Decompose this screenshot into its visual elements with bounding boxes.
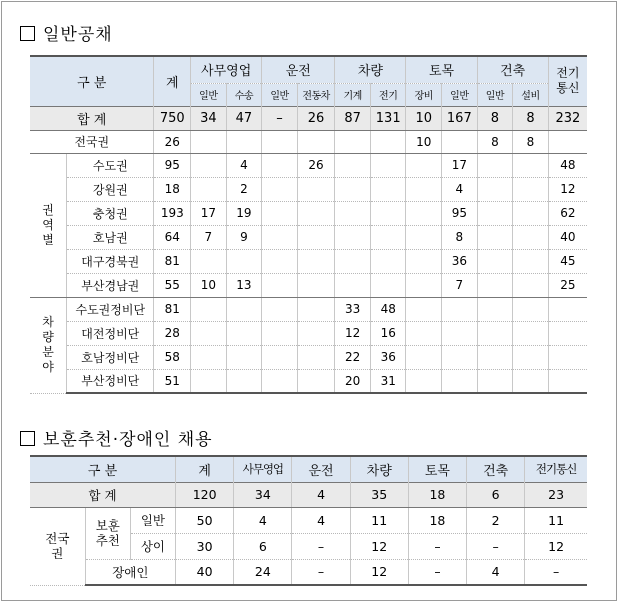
bohun-value: 12: [525, 533, 587, 559]
total-value: 750: [154, 106, 191, 130]
header-sub-6: 장비: [406, 83, 442, 106]
region-value: 40: [548, 225, 587, 249]
region-label: 강원권: [67, 177, 154, 201]
vehicle-row: [30, 345, 587, 369]
general-recruitment-table: [30, 55, 587, 394]
region-value: 17: [191, 201, 227, 225]
nation-value: 10: [406, 130, 442, 153]
bohun-value: 4: [234, 507, 292, 533]
total-value: 131: [370, 106, 406, 130]
disabled-row: [30, 559, 587, 585]
region-value: [406, 225, 442, 249]
vehicle-value: [548, 369, 587, 393]
nation-value: [262, 130, 298, 153]
vehicle-label: 수도권정비단: [67, 297, 154, 321]
bohun-row: [30, 507, 587, 533]
vehicle-value: [226, 345, 262, 369]
total-row: [30, 482, 587, 507]
region-value: [262, 273, 298, 297]
header-group-2: 차량: [335, 56, 406, 83]
bohun-value: 12: [350, 533, 408, 559]
region-value: [297, 225, 335, 249]
region-value: [406, 273, 442, 297]
region-row: [30, 249, 587, 273]
region-value: [335, 201, 371, 225]
vehicle-value: 33: [335, 297, 371, 321]
region-value: 26: [297, 153, 335, 177]
vehicle-value: 58: [154, 345, 191, 369]
vehicle-value: 20: [335, 369, 371, 393]
region-value: [406, 177, 442, 201]
vehicle-label: 대전정비단: [67, 321, 154, 345]
region-value: 17: [442, 153, 478, 177]
disabled-value: –: [408, 559, 466, 585]
vehicle-row: [30, 297, 587, 321]
vehicle-group-label: 차 량 분 야: [30, 297, 67, 393]
header-sub-2: 일반: [262, 83, 298, 106]
vehicle-value: 48: [370, 297, 406, 321]
header-sub-3: 전동차: [297, 83, 335, 106]
vehicle-value: 81: [154, 297, 191, 321]
vehicle-row: [30, 369, 587, 393]
header-total-label: 계: [154, 56, 191, 106]
header-group-label: 구 분: [30, 56, 154, 106]
header-sub-4: 기계: [335, 83, 371, 106]
vehicle-value: [297, 369, 335, 393]
region-value: [226, 249, 262, 273]
region-value: [477, 273, 513, 297]
header-col-6: 전기통신: [525, 456, 587, 482]
header-sub-8: 일반: [477, 83, 513, 106]
nation-value: [297, 130, 335, 153]
total-label: 합 계: [30, 482, 176, 507]
total-value: 8: [477, 106, 513, 130]
region-label: 충청권: [67, 201, 154, 225]
disabled-value: –: [292, 559, 350, 585]
disabled-value: 12: [350, 559, 408, 585]
region-value: [370, 249, 406, 273]
header-sub-5: 전기: [370, 83, 406, 106]
total-value: 23: [525, 482, 587, 507]
region-value: 64: [154, 225, 191, 249]
region-value: [370, 201, 406, 225]
vehicle-value: [513, 321, 549, 345]
vehicle-value: [226, 321, 262, 345]
nation-value: [442, 130, 478, 153]
region-label: 호남권: [67, 225, 154, 249]
header-sub-7: 일반: [442, 83, 478, 106]
vehicle-value: [477, 345, 513, 369]
vehicle-value: [297, 321, 335, 345]
bohun-value: 6: [234, 533, 292, 559]
total-value: 34: [234, 482, 292, 507]
region-value: [370, 225, 406, 249]
nation-label: 전국권: [30, 130, 154, 153]
bohun-sub-label: 일반: [130, 507, 175, 533]
header-sub-9: 설비: [513, 83, 549, 106]
region-value: 55: [154, 273, 191, 297]
region-value: [297, 249, 335, 273]
header-col-4: 토목: [408, 456, 466, 482]
region-value: 25: [548, 273, 587, 297]
region-row: [30, 177, 587, 201]
vehicle-value: 28: [154, 321, 191, 345]
region-value: 12: [548, 177, 587, 201]
vehicle-value: 16: [370, 321, 406, 345]
region-value: 95: [442, 201, 478, 225]
region-value: [513, 249, 549, 273]
vehicle-value: [297, 345, 335, 369]
vehicle-value: [406, 321, 442, 345]
total-value: 87: [335, 106, 371, 130]
region-row: [30, 225, 587, 249]
region-value: [191, 249, 227, 273]
region-value: [335, 249, 371, 273]
header-group-0: 사무영업: [191, 56, 262, 83]
vehicle-value: [513, 345, 549, 369]
vehicle-label: 호남정비단: [67, 345, 154, 369]
total-value: 167: [442, 106, 478, 130]
region-value: 48: [548, 153, 587, 177]
section1-title: [20, 20, 113, 45]
region-value: 45: [548, 249, 587, 273]
region-value: 4: [226, 153, 262, 177]
header-group-4: 건축: [477, 56, 548, 83]
vehicle-value: 51: [154, 369, 191, 393]
header-col-0: 계: [176, 456, 234, 482]
region-group-label: 권 역 별: [30, 153, 67, 297]
total-value: 232: [548, 106, 587, 130]
region-value: [191, 177, 227, 201]
vehicle-value: [548, 345, 587, 369]
region-value: 19: [226, 201, 262, 225]
header-col-5: 건축: [467, 456, 525, 482]
veteran-disabled-table: [30, 455, 587, 586]
region-value: [335, 177, 371, 201]
vehicle-value: [406, 369, 442, 393]
region-value: 4: [442, 177, 478, 201]
vehicle-value: [191, 345, 227, 369]
vehicle-value: [191, 321, 227, 345]
region-value: [370, 153, 406, 177]
header-group-label: 구 분: [30, 456, 176, 482]
vehicle-value: [191, 369, 227, 393]
total-row: [30, 106, 587, 130]
total-value: 47: [226, 106, 262, 130]
disabled-value: –: [525, 559, 587, 585]
header-row: [30, 456, 587, 482]
region-value: [477, 249, 513, 273]
section2-title-text: 보훈추천·장애인 채용: [43, 430, 213, 450]
vehicle-value: [477, 297, 513, 321]
header-col-1: 사무영업: [234, 456, 292, 482]
bohun-label: 보훈 추천: [85, 507, 130, 559]
bohun-value: 4: [292, 507, 350, 533]
nation-row: [30, 130, 587, 153]
section2-title: [20, 425, 213, 450]
total-value: 35: [350, 482, 408, 507]
nation-label: 전국 권: [30, 507, 85, 585]
vehicle-value: [477, 321, 513, 345]
total-value: 8: [513, 106, 549, 130]
region-value: [513, 177, 549, 201]
header-group-1: 운전: [262, 56, 335, 83]
vehicle-value: [513, 369, 549, 393]
vehicle-value: [513, 297, 549, 321]
vehicle-value: [442, 297, 478, 321]
checkbox-square-icon: [20, 431, 35, 446]
total-value: 6: [467, 482, 525, 507]
disabled-label: 장애인: [85, 559, 175, 585]
nation-value: 26: [154, 130, 191, 153]
vehicle-value: [477, 369, 513, 393]
region-value: [513, 201, 549, 225]
vehicle-value: [262, 369, 298, 393]
bohun-value: 11: [350, 507, 408, 533]
total-value: 4: [292, 482, 350, 507]
vehicle-value: [406, 345, 442, 369]
vehicle-value: [262, 297, 298, 321]
vehicle-value: 31: [370, 369, 406, 393]
header-group-3: 토목: [406, 56, 477, 83]
region-value: 18: [154, 177, 191, 201]
region-value: [335, 153, 371, 177]
region-value: [297, 201, 335, 225]
vehicle-value: [297, 297, 335, 321]
region-value: [262, 177, 298, 201]
region-value: [513, 273, 549, 297]
total-value: 10: [406, 106, 442, 130]
bohun-value: 30: [176, 533, 234, 559]
region-value: [477, 201, 513, 225]
bohun-value: –: [467, 533, 525, 559]
region-value: 7: [442, 273, 478, 297]
region-value: 10: [191, 273, 227, 297]
total-value: 34: [191, 106, 227, 130]
header-col-2: 운전: [292, 456, 350, 482]
bohun-value: –: [408, 533, 466, 559]
total-label: 합 계: [30, 106, 154, 130]
checkbox-square-icon: [20, 26, 35, 41]
total-value: 120: [176, 482, 234, 507]
bohun-value: 2: [467, 507, 525, 533]
region-value: 81: [154, 249, 191, 273]
region-value: 95: [154, 153, 191, 177]
region-value: [513, 225, 549, 249]
region-value: 62: [548, 201, 587, 225]
nation-value: 8: [513, 130, 549, 153]
section1-title-text: 일반공채: [43, 25, 113, 45]
region-value: 13: [226, 273, 262, 297]
region-value: [477, 225, 513, 249]
region-value: [297, 273, 335, 297]
region-value: [477, 177, 513, 201]
vehicle-value: 12: [335, 321, 371, 345]
total-value: –: [262, 106, 298, 130]
vehicle-value: [262, 345, 298, 369]
vehicle-value: [406, 297, 442, 321]
nation-value: 8: [477, 130, 513, 153]
region-value: [513, 153, 549, 177]
disabled-value: 4: [467, 559, 525, 585]
region-value: [370, 273, 406, 297]
region-row: [30, 201, 587, 225]
vehicle-value: [226, 297, 262, 321]
region-value: [370, 177, 406, 201]
bohun-value: 50: [176, 507, 234, 533]
region-value: [262, 201, 298, 225]
header-row: [30, 56, 587, 83]
vehicle-value: 22: [335, 345, 371, 369]
disabled-value: 40: [176, 559, 234, 585]
total-value: 18: [408, 482, 466, 507]
region-value: [262, 153, 298, 177]
vehicle-value: [442, 345, 478, 369]
region-row: [30, 273, 587, 297]
region-value: [297, 177, 335, 201]
vehicle-label: 부산정비단: [67, 369, 154, 393]
bohun-value: –: [292, 533, 350, 559]
region-value: [191, 153, 227, 177]
vehicle-value: [548, 297, 587, 321]
disabled-value: 24: [234, 559, 292, 585]
region-label: 수도권: [67, 153, 154, 177]
vehicle-value: [548, 321, 587, 345]
region-value: [262, 249, 298, 273]
vehicle-value: 36: [370, 345, 406, 369]
region-label: 부산경남권: [67, 273, 154, 297]
region-value: 8: [442, 225, 478, 249]
region-row: [30, 153, 587, 177]
region-value: [335, 273, 371, 297]
nation-value: [226, 130, 262, 153]
vehicle-value: [442, 369, 478, 393]
nation-value: [191, 130, 227, 153]
region-value: 36: [442, 249, 478, 273]
region-value: [406, 153, 442, 177]
header-col-3: 차량: [350, 456, 408, 482]
vehicle-value: [226, 369, 262, 393]
region-value: 9: [226, 225, 262, 249]
header-group-telecom: 전기 통신: [548, 56, 587, 106]
bohun-sub-label: 상이: [130, 533, 175, 559]
total-value: 26: [297, 106, 335, 130]
region-value: [406, 249, 442, 273]
region-value: [406, 201, 442, 225]
nation-value: [335, 130, 371, 153]
header-sub-0: 일반: [191, 83, 227, 106]
vehicle-value: [191, 297, 227, 321]
region-value: 193: [154, 201, 191, 225]
region-label: 대구경북권: [67, 249, 154, 273]
bohun-value: 11: [525, 507, 587, 533]
region-value: 2: [226, 177, 262, 201]
region-value: [335, 225, 371, 249]
nation-value: [370, 130, 406, 153]
region-value: 7: [191, 225, 227, 249]
region-value: [262, 225, 298, 249]
vehicle-value: [442, 321, 478, 345]
region-value: [477, 153, 513, 177]
vehicle-value: [262, 321, 298, 345]
vehicle-row: [30, 321, 587, 345]
bohun-value: 18: [408, 507, 466, 533]
header-sub-1: 수송: [226, 83, 262, 106]
nation-value: [548, 130, 587, 153]
